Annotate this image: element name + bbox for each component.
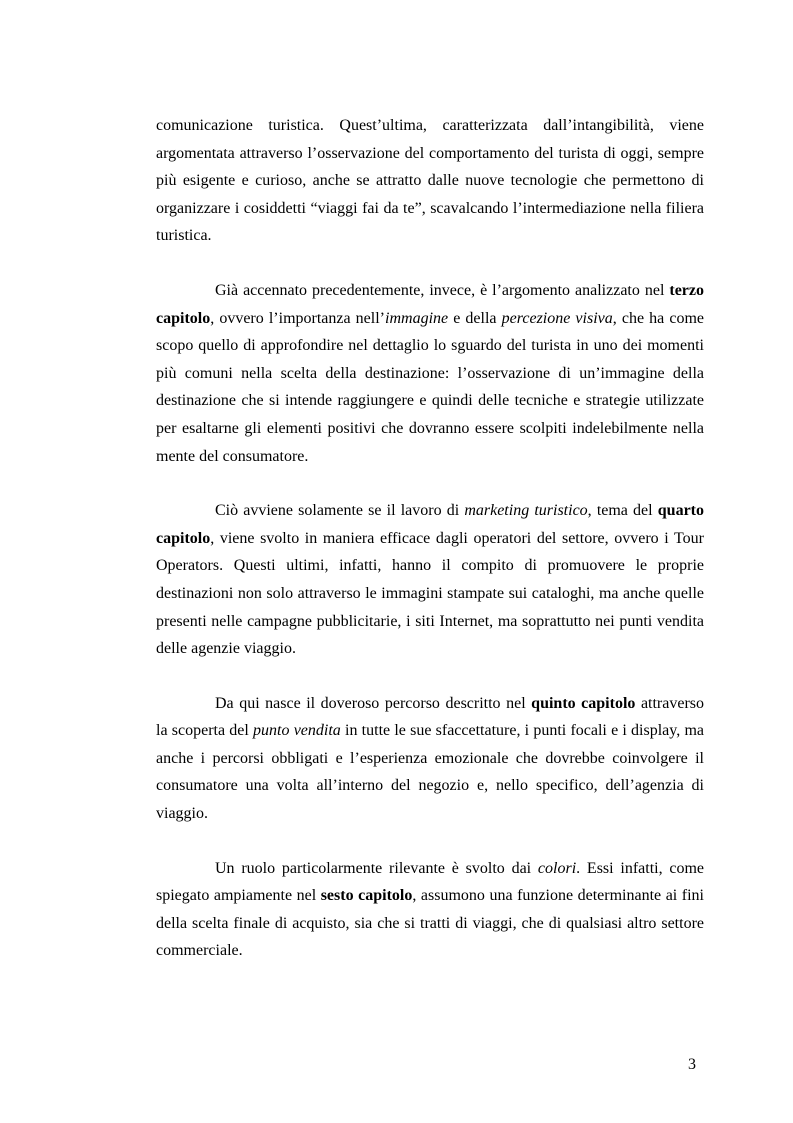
italic-text: colori (537, 859, 577, 877)
text-run: , tema del (587, 502, 658, 520)
text-run: , ovvero l’importanza nell’ (210, 309, 386, 327)
paragraph (156, 277, 704, 470)
paragraph (156, 690, 704, 828)
italic-text: percezione visiva (501, 309, 613, 327)
paragraph (156, 497, 704, 663)
body-text (156, 112, 704, 965)
text-run: Già accennato precedentemente, invece, è l’argomento analizzato nel (215, 281, 670, 299)
bold-text: quarto capitolo (156, 502, 704, 547)
text-run: , che ha come scopo quello di approfondire nel dettaglio lo sguardo del turista in uno dei momenti più comuni nella scelta della destinazione: l’osservazione di un’immagine della destinazione che si intende raggiungere e quindi delle tecniche e strategie utilizzate per esaltarne gli elementi positivi che dovranno essere scolpiti indelebilmente nella mente del consumatore. (156, 309, 705, 465)
paragraph (156, 855, 704, 965)
text-run: , viene svolto in maniera efficace dagli operatori del settore, ovvero i Tour Operators. Questi ultimi, infatti, hanno il compito di promuovere le proprie destinazioni non solo attraverso le immagini stampate sui cataloghi, ma anche quelle presenti nelle campagne pubblicitarie, i siti Internet, ma soprattutto nei punti vendita delle agenzie viaggio. (156, 529, 704, 658)
text-run: . Essi infatti, come spiegato ampiamente nel (156, 859, 705, 905)
text-run: , assumono una funzione determinante ai fini della scelta finale di acquisto, sia che si tratti di viaggi, che di qualsiasi altro settore commerciale. (156, 887, 704, 960)
bold-text: sesto capitolo (320, 887, 413, 905)
text-run: Da qui nasce il doveroso percorso descritto nel (215, 694, 532, 712)
italic-text: marketing turistico (464, 502, 588, 520)
bold-text: quinto capitolo (531, 694, 636, 712)
page-number: 3 (688, 1056, 696, 1073)
italic-text: immagine (385, 309, 449, 327)
text-run: Un ruolo particolarmente rilevante è svolto dai (215, 859, 538, 877)
bold-text: terzo capitolo (156, 281, 704, 327)
paragraph (156, 112, 704, 250)
italic-text: punto vendita (253, 722, 341, 740)
text-run: e della (448, 309, 502, 327)
text-run: attraverso la scoperta del (156, 694, 705, 740)
text-run: in tutte le sue sfaccettature, i punti focali e i display, ma anche i percorsi obbligati e l’esperienza emozionale che dovrebbe coinvolgere il consumatore una volta all’interno del negozio e, nello specifico, dell’agenzia di viaggio. (156, 722, 704, 823)
text-run: comunicazione turistica. Quest’ultima, caratterizzata dall’intangibilità, viene argomentata attraverso l’osservazione del comportamento del turista di oggi, sempre più esigente e curioso, anche se attratto dalle nuove tecnologie che permettono di organizzare i cosiddetti “viaggi fai da te”, scavalcando l’intermediazione nella filiera turistica. (156, 117, 704, 245)
text-run: Ciò avviene solamente se il lavoro di (215, 502, 465, 520)
